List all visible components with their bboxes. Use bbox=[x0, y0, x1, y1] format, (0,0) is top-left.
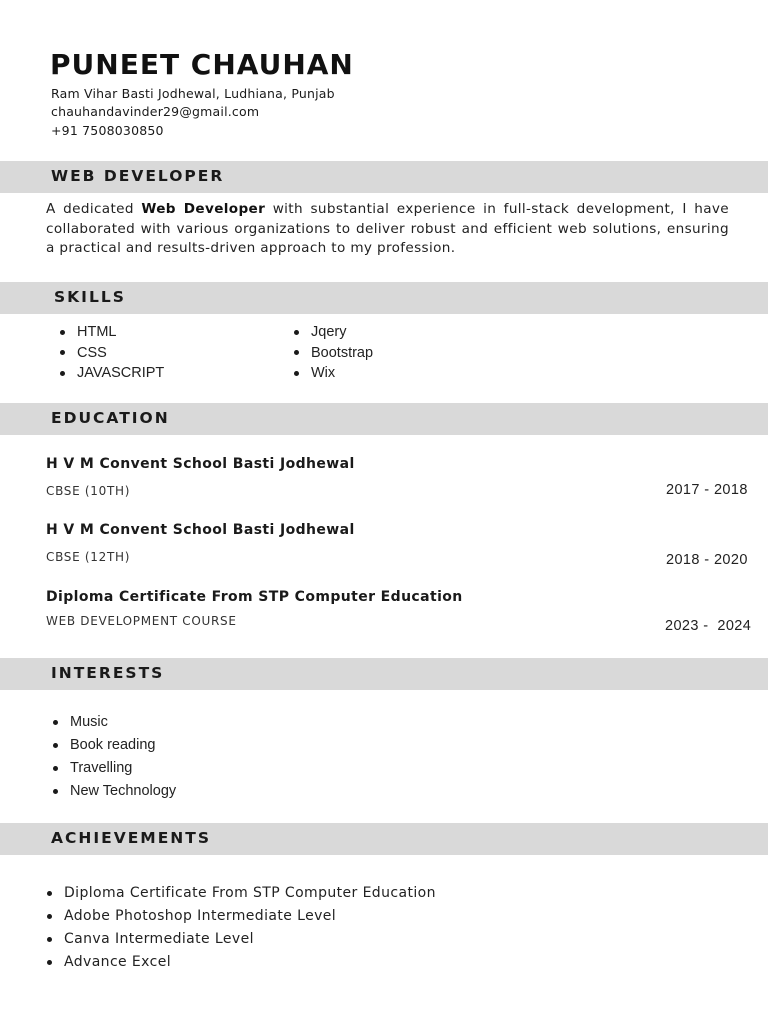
skills-list-right bbox=[294, 322, 373, 384]
profile-section-band bbox=[0, 161, 768, 193]
achievement-item: Adobe Photoshop Intermediate Level bbox=[47, 905, 436, 928]
interests-section-band bbox=[0, 658, 768, 690]
interests-heading: INTERESTS bbox=[51, 664, 165, 682]
profile-summary bbox=[46, 200, 729, 259]
skill-item: Jqery bbox=[294, 322, 373, 343]
profile-heading: WEB DEVELOPER bbox=[51, 167, 225, 185]
summary-text-start: A dedicated bbox=[46, 201, 142, 217]
interest-item: Music bbox=[53, 711, 176, 734]
summary-text-bold: Web Developer bbox=[141, 201, 266, 217]
skills-heading: SKILLS bbox=[54, 288, 126, 306]
interest-item: New Technology bbox=[53, 780, 176, 803]
achievements-list bbox=[47, 882, 436, 974]
skills-list-left bbox=[60, 322, 164, 384]
skill-item: Wix bbox=[294, 363, 373, 384]
education-school: H V M Convent School Basti Jodhewal bbox=[46, 522, 355, 538]
achievements-heading: ACHIEVEMENTS bbox=[51, 829, 212, 847]
achievements-section-band bbox=[0, 823, 768, 855]
interest-item: Travelling bbox=[53, 757, 176, 780]
skill-item: JAVASCRIPT bbox=[60, 363, 164, 384]
education-section-band bbox=[0, 403, 768, 435]
address-text: Ram Vihar Basti Jodhewal, Ludhiana, Punjab bbox=[51, 86, 335, 101]
resume-name: PUNEET CHAUHAN bbox=[50, 48, 354, 81]
interests-list bbox=[53, 711, 176, 803]
education-heading: EDUCATION bbox=[51, 409, 170, 427]
education-school: H V M Convent School Basti Jodhewal bbox=[46, 456, 355, 472]
achievement-item: Advance Excel bbox=[47, 951, 436, 974]
education-years: 2018 - 2020 bbox=[666, 552, 748, 568]
education-detail: WEB DEVELOPMENT COURSE bbox=[46, 614, 237, 628]
interest-item: Book reading bbox=[53, 734, 176, 757]
phone-text: +91 7508030850 bbox=[51, 123, 164, 138]
education-school: Diploma Certificate From STP Computer Education bbox=[46, 589, 463, 605]
education-years: 2017 - 2018 bbox=[666, 482, 748, 498]
education-detail: CBSE (10TH) bbox=[46, 484, 131, 498]
summary-text-end: with substantial experience in full-stack development, I have collaborated with various organizations to deliver robust and efficient web solutions, ensuring a practical and results-driven approach to my profession. bbox=[46, 201, 729, 256]
achievement-item: Diploma Certificate From STP Computer Education bbox=[47, 882, 436, 905]
email-text: chauhandavinder29@gmail.com bbox=[51, 104, 260, 119]
skill-item: HTML bbox=[60, 322, 164, 343]
skills-section-band bbox=[0, 282, 768, 314]
skill-item: CSS bbox=[60, 343, 164, 364]
skill-item: Bootstrap bbox=[294, 343, 373, 364]
achievement-item: Canva Intermediate Level bbox=[47, 928, 436, 951]
education-detail: CBSE (12TH) bbox=[46, 550, 131, 564]
education-years: 2023 - 2024 bbox=[665, 618, 752, 634]
